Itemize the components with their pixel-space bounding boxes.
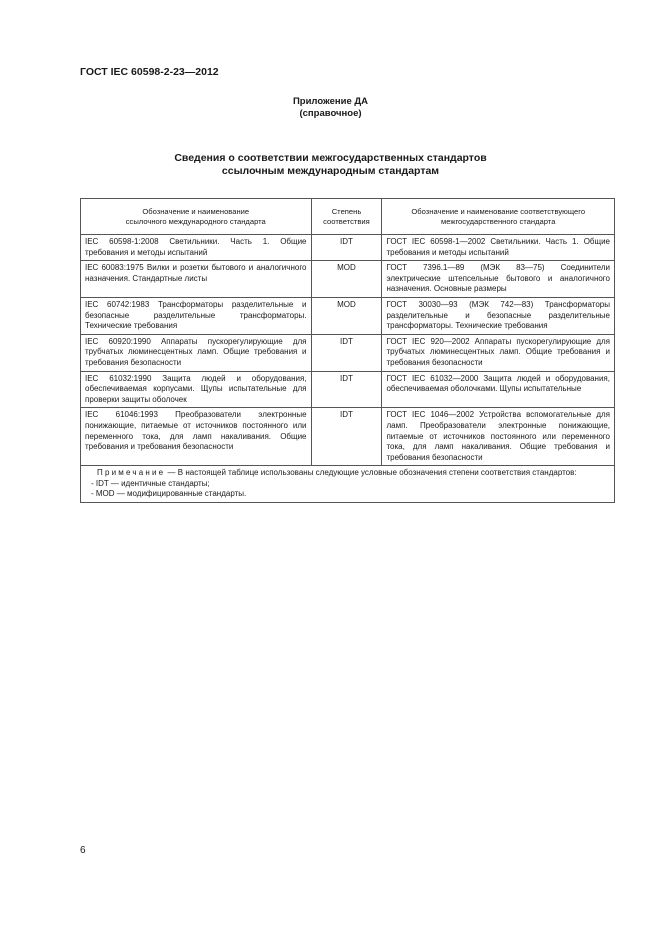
degree-cell: IDT	[311, 371, 382, 408]
correspondence-table	[80, 198, 615, 503]
table-row	[81, 334, 615, 371]
table-note	[81, 466, 615, 503]
document-header: ГОСТ IEC 60598-2-23—2012	[80, 66, 219, 78]
interstate-standard-cell: ГОСТ IEC 60598-1—2002 Светильники. Часть 1. Общие требования и методы испытаний	[382, 235, 615, 261]
interstate-standard-cell: ГОСТ 7396.1—89 (МЭК 83—75) Соединители электрические штепсельные бытового и аналогичного назначения. Основные размеры	[382, 261, 615, 298]
header-degree	[311, 199, 382, 235]
header-line: ссылочного международного стандарта	[125, 217, 266, 226]
note-label: Примечание	[97, 468, 166, 478]
international-standard-cell: IEC 60083:1975 Вилки и розетки бытового и аналогичного назначения. Стандартные листы	[81, 261, 312, 298]
header-interstate-standard	[382, 199, 615, 235]
header-line: соответствия	[323, 217, 370, 226]
appendix-title: Приложение ДА	[292, 96, 369, 107]
appendix-subtitle: (справочное)	[299, 108, 362, 119]
interstate-standard-cell: ГОСТ 30030—93 (МЭК 742—83) Трансформаторы разделительные и безопасные разделительные трансформаторы. Технические требования	[382, 297, 615, 334]
note-item-idt: - IDT — идентичные стандарты;	[91, 478, 210, 488]
header-line: Обозначение и наименование соответствующего	[411, 207, 586, 216]
table-header-row	[81, 199, 615, 235]
international-standard-cell: IEC 61046:1993 Преобразователи электронные понижающие, питаемые от источников постоянного или переменного тока, для ламп накаливания. Общие требования и требования безопасности	[81, 408, 312, 466]
table-note-row	[81, 466, 615, 503]
international-standard-cell: IEC 60742:1983 Трансформаторы разделительные и безопасные разделительные трансформаторы. Технические требования	[81, 297, 312, 334]
table-row	[81, 261, 615, 298]
international-standard-cell: IEC 60920:1990 Аппараты пускорегулирующие для трубчатых люминесцентных ламп. Общие требования и требования безопасности	[81, 334, 312, 371]
note-first-line	[85, 468, 610, 479]
table-row	[81, 297, 615, 334]
note-item-mod: - MOD — модифицированные стандарты.	[91, 489, 247, 499]
interstate-standard-cell: ГОСТ IEC 61032—2000 Защита людей и оборудования, обеспечиваемая оболочками. Щупы испытательные	[382, 371, 615, 408]
table-row	[81, 235, 615, 261]
section-title-line-1: Сведения о соответствии межгосударственных стандартов	[174, 152, 487, 164]
degree-cell: IDT	[311, 334, 382, 371]
degree-cell: MOD	[311, 261, 382, 298]
interstate-standard-cell: ГОСТ IEC 1046—2002 Устройства вспомогательные для ламп. Преобразователи электронные понижающие, питаемые от источников постоянного или переменного тока, для ламп накаливания. Общие требования и требования безопасности	[382, 408, 615, 466]
page-number: 6	[80, 845, 86, 856]
header-international-standard	[81, 199, 312, 235]
table-row	[81, 408, 615, 466]
appendix-heading	[0, 96, 661, 120]
interstate-standard-cell: ГОСТ IEC 920—2002 Аппараты пускорегулирующие для трубчатых люминесцентных ламп. Общие требования и требования безопасности	[382, 334, 615, 371]
header-line: межгосударственного стандарта	[441, 217, 556, 226]
header-line: Степень	[331, 207, 362, 216]
note-dash: —	[165, 468, 178, 478]
international-standard-cell: IEC 61032:1990 Защита людей и оборудования, обеспечиваемая корпусами. Щупы испытательные для проверки защиты оболочек	[81, 371, 312, 408]
degree-cell: IDT	[311, 408, 382, 466]
section-title-line-2: ссылочным международным стандартам	[221, 165, 440, 177]
international-standard-cell: IEC 60598-1:2008 Светильники. Часть 1. Общие требования и методы испытаний	[81, 235, 312, 261]
header-line: Обозначение и наименование	[142, 207, 250, 216]
degree-cell: MOD	[311, 297, 382, 334]
degree-cell: IDT	[311, 235, 382, 261]
section-title	[0, 152, 661, 178]
table-row	[81, 371, 615, 408]
note-text: В настоящей таблице использованы следующие условные обозначения степени соответствия стандартов:	[177, 468, 577, 478]
